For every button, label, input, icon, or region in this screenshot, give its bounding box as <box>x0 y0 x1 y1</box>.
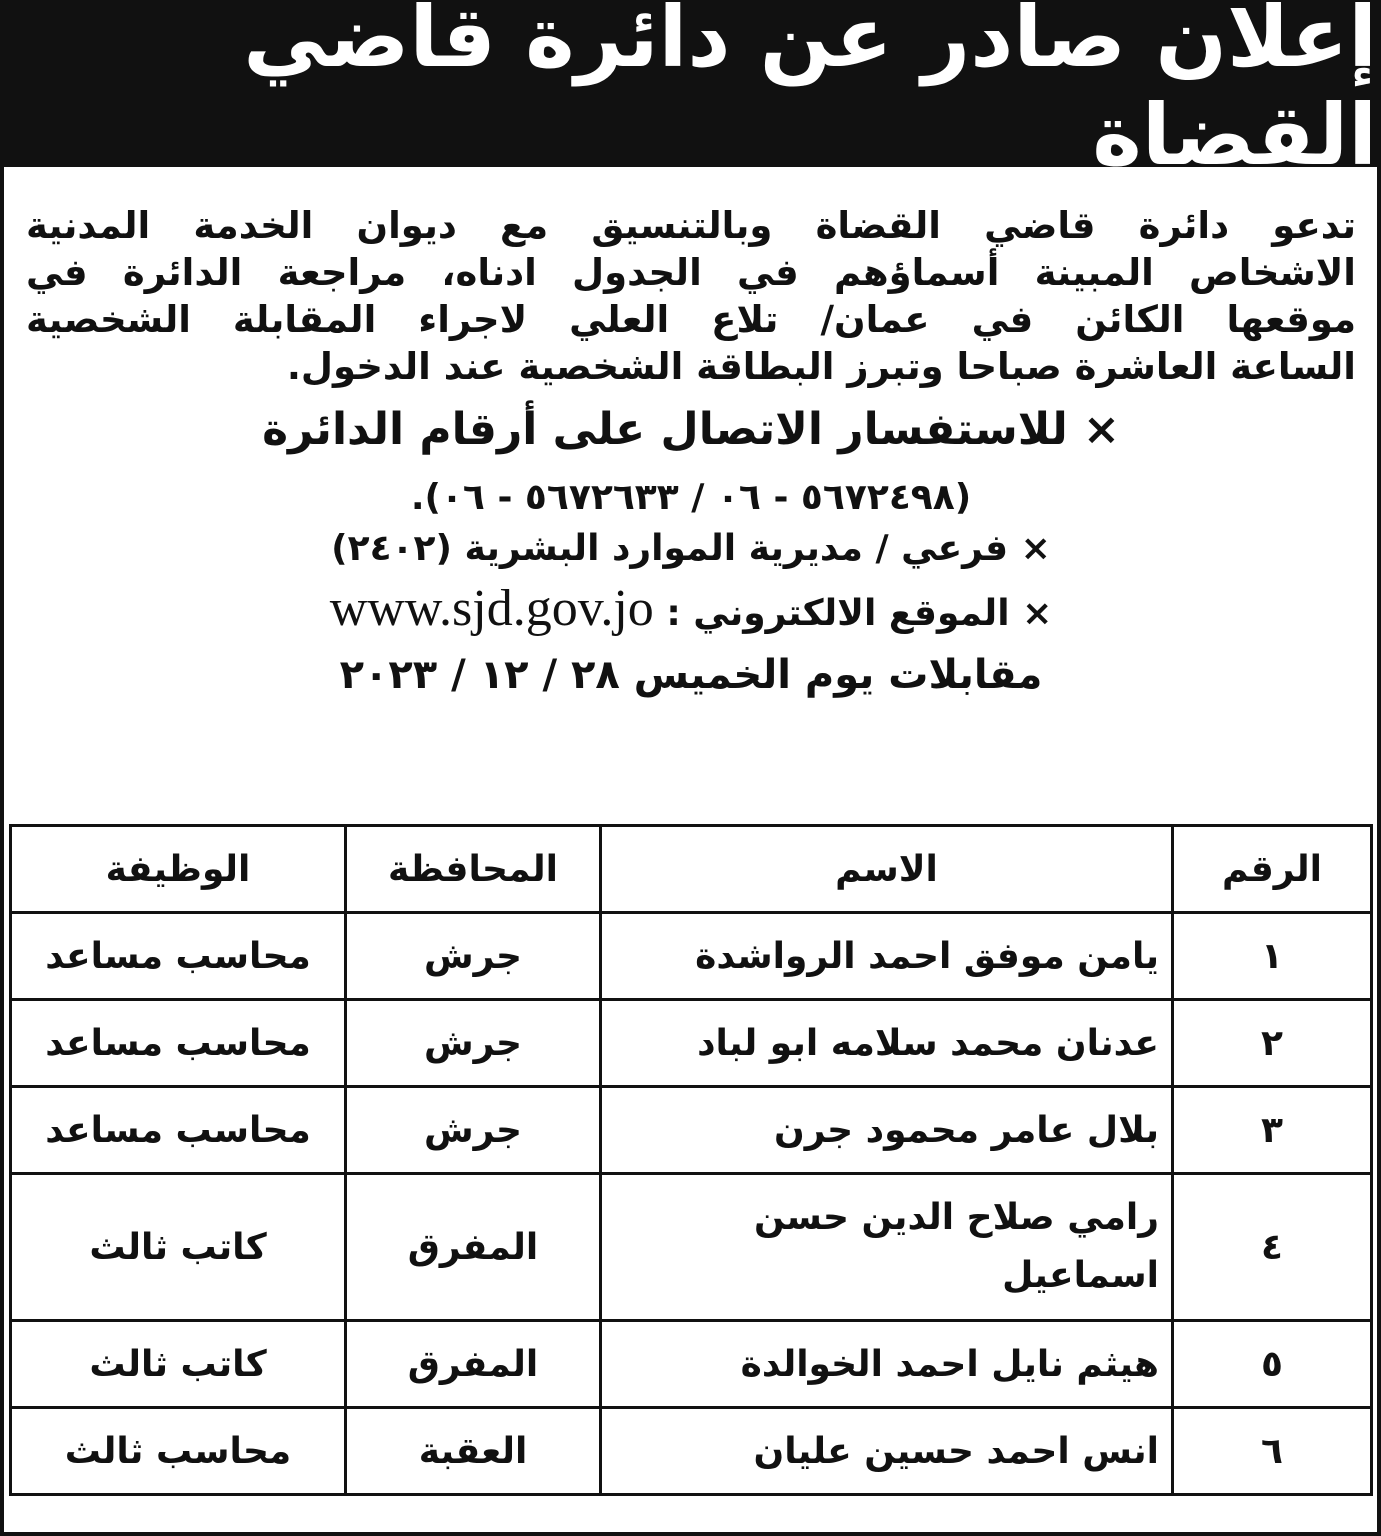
cell-job: كاتب ثالث <box>11 1321 346 1408</box>
phone-numbers: (٥٦٧٢٤٩٨ - ٠٦ / ٥٦٧٢٦٣٣ - ٠٦). <box>410 477 972 518</box>
cell-number: ١ <box>1173 913 1372 1000</box>
table-header-row <box>11 826 1372 913</box>
cell-governorate: جرش <box>346 1087 601 1174</box>
cell-name: انس احمد حسين عليان <box>601 1408 1173 1495</box>
cell-governorate: المفرق <box>346 1174 601 1321</box>
cell-governorate: جرش <box>346 913 601 1000</box>
intro-line: الاشخاص المبينة أسماؤهم في الجدول ادناه، مراجعة الدائرة في <box>26 251 1356 294</box>
cell-governorate: المفرق <box>346 1321 601 1408</box>
cell-number: ٤ <box>1173 1174 1372 1321</box>
cell-name: هيثم نايل احمد الخوالدة <box>601 1321 1173 1408</box>
cell-job: كاتب ثالث <box>11 1174 346 1321</box>
intro-line: تدعو دائرة قاضي القضاة وبالتنسيق مع ديوان الخدمة المدنية <box>26 204 1356 247</box>
cell-job: محاسب مساعد <box>11 913 346 1000</box>
cell-name: رامي صلاح الدين حسن اسماعيل <box>601 1174 1173 1321</box>
candidates-table <box>9 824 1373 1496</box>
inquiry-heading: × للاستفسار الاتصال على أرقام الدائرة <box>262 404 1120 455</box>
website-link[interactable]: www.sjd.gov.jo <box>329 580 654 637</box>
intro-line: موقعها الكائن في عمان/ تلاع العلي لاجراء المقابلة الشخصية <box>26 298 1356 341</box>
intro-line: الساعة العاشرة صباحا وتبرز البطاقة الشخصية عند الدخول. <box>286 345 1356 388</box>
extension-line: × فرعي / مديرية الموارد البشرية (٢٤٠٢) <box>331 528 1051 569</box>
header-governorate: المحافظة <box>346 826 601 913</box>
cell-governorate: جرش <box>346 1000 601 1087</box>
cell-job: محاسب مساعد <box>11 1000 346 1087</box>
table-row <box>11 1174 1372 1321</box>
header-name: الاسم <box>601 826 1173 913</box>
cell-number: ٢ <box>1173 1000 1372 1087</box>
table-row <box>11 913 1372 1000</box>
announcement-body <box>26 202 1356 698</box>
cell-governorate: العقبة <box>346 1408 601 1495</box>
table-row <box>11 1087 1372 1174</box>
announcement-title: إعلان صادر عن دائرة قاضي القضاة <box>243 0 1377 184</box>
cell-name: عدنان محمد سلامه ابو لباد <box>601 1000 1173 1087</box>
cell-name: يامن موفق احمد الرواشدة <box>601 913 1173 1000</box>
cell-job: محاسب ثالث <box>11 1408 346 1495</box>
website-label: × الموقع الالكتروني : <box>666 593 1053 634</box>
table-row <box>11 1408 1372 1495</box>
cell-number: ٣ <box>1173 1087 1372 1174</box>
cell-job: محاسب مساعد <box>11 1087 346 1174</box>
cell-name: بلال عامر محمود جرن <box>601 1087 1173 1174</box>
header-number: الرقم <box>1173 826 1372 913</box>
table-row <box>11 1321 1372 1408</box>
cell-number: ٦ <box>1173 1408 1372 1495</box>
cell-number: ٥ <box>1173 1321 1372 1408</box>
table-row <box>11 1000 1372 1087</box>
website-line <box>26 579 1356 638</box>
header-band <box>4 0 1377 184</box>
interview-date: مقابلات يوم الخميس ٢٨ / ١٢ / ٢٠٢٣ <box>339 652 1043 698</box>
header-job: الوظيفة <box>11 826 346 913</box>
